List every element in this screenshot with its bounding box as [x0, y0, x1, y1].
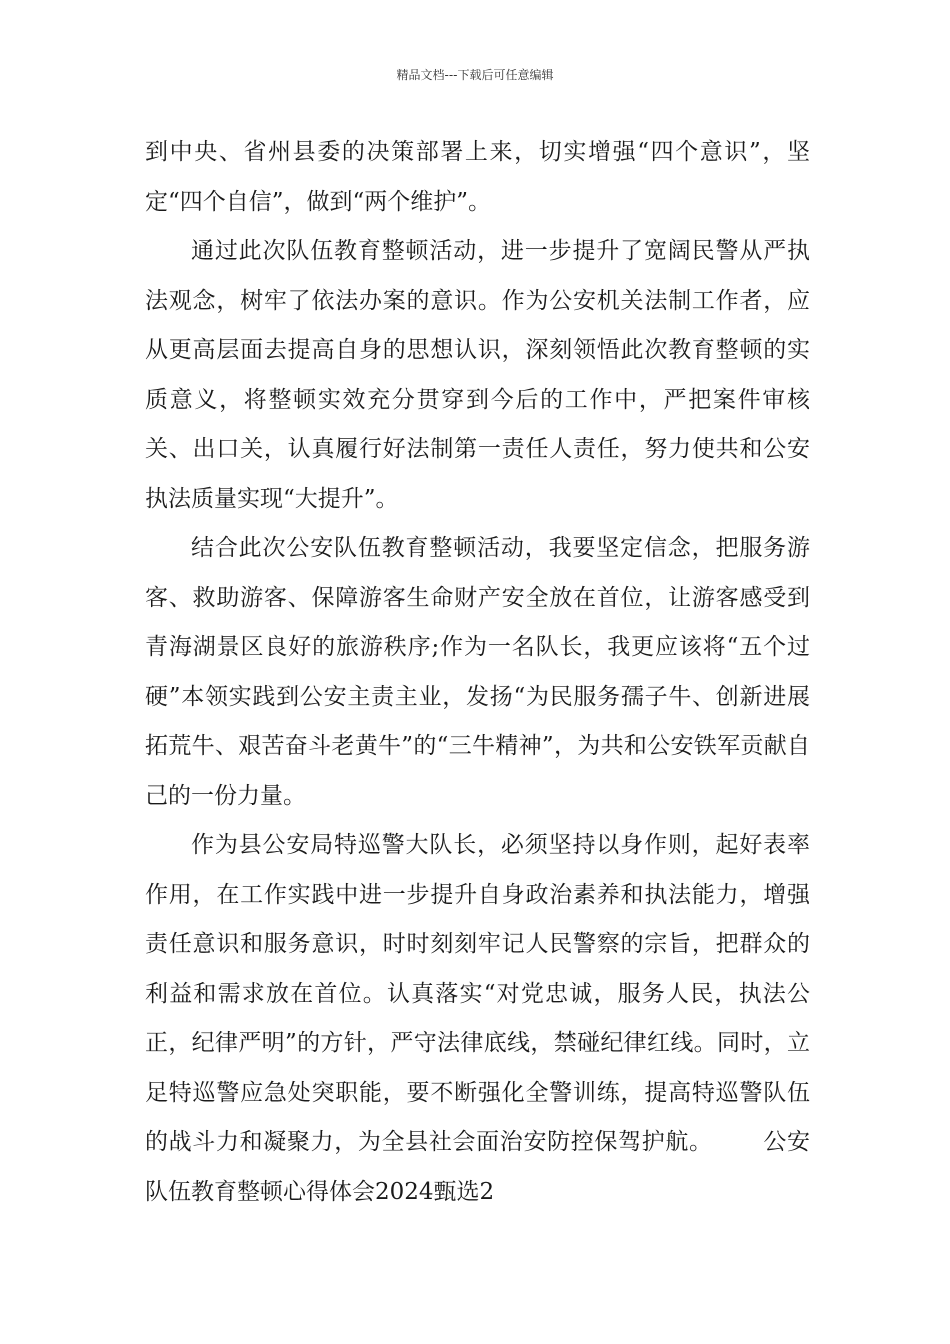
- paragraph-text: 作为县公安局特巡警大队长，必须坚持以身作则，起好表率作用，在工作实践中进一步提升自身政治素养和执法能力，增强责任意识和服务意识，时时刻刻牢记人民警察的宗旨，把群众的利益和需求放在首位。认真落实“对党忠诚，服务人民，执法公正，纪律严明”的方针，严守法律底线，禁碰纪律红线。同时，立足特巡警应急处突职能，要不断强化全警训练，提高特巡警队伍的战斗力和凝聚力，为全县社会面治安防控保驾护航。: [145, 832, 810, 1155]
- paragraph: [145, 821, 810, 1217]
- document-body: [145, 128, 810, 1217]
- paragraph-continued: 到中央、省州县委的决策部署上来，切实增强“四个意识”，坚定“四个自信”，做到“两个维护”。: [145, 139, 810, 215]
- next-section-title: 公安队伍教育整顿心得体会2024甄选2: [145, 1129, 811, 1205]
- page-header: 精品文档---下载后可任意编辑: [396, 68, 554, 82]
- paragraph: 通过此次队伍教育整顿活动，进一步提升了宽阔民警从严执法观念，树牢了依法办案的意识。作为公安机关法制工作者，应从更高层面去提高自身的思想认识，深刻领悟此次教育整顿的实质意义，将整顿实效充分贯穿到今后的工作中，严把案件审核关、出口关，认真履行好法制第一责任人责任，努力使共和公安执法质量实现“大提升”。: [145, 238, 810, 512]
- paragraph: 结合此次公安队伍教育整顿活动，我要坚定信念，把服务游客、救助游客、保障游客生命财产安全放在首位，让游客感受到青海湖景区良好的旅游秩序;作为一名队长，我更应该将“五个过硬”本领实践到公安主责主业，发扬“为民服务孺子牛、创新进展拓荒牛、艰苦奋斗老黄牛”的“三牛精神”，为共和公安铁军贡献自己的一份力量。: [145, 535, 810, 809]
